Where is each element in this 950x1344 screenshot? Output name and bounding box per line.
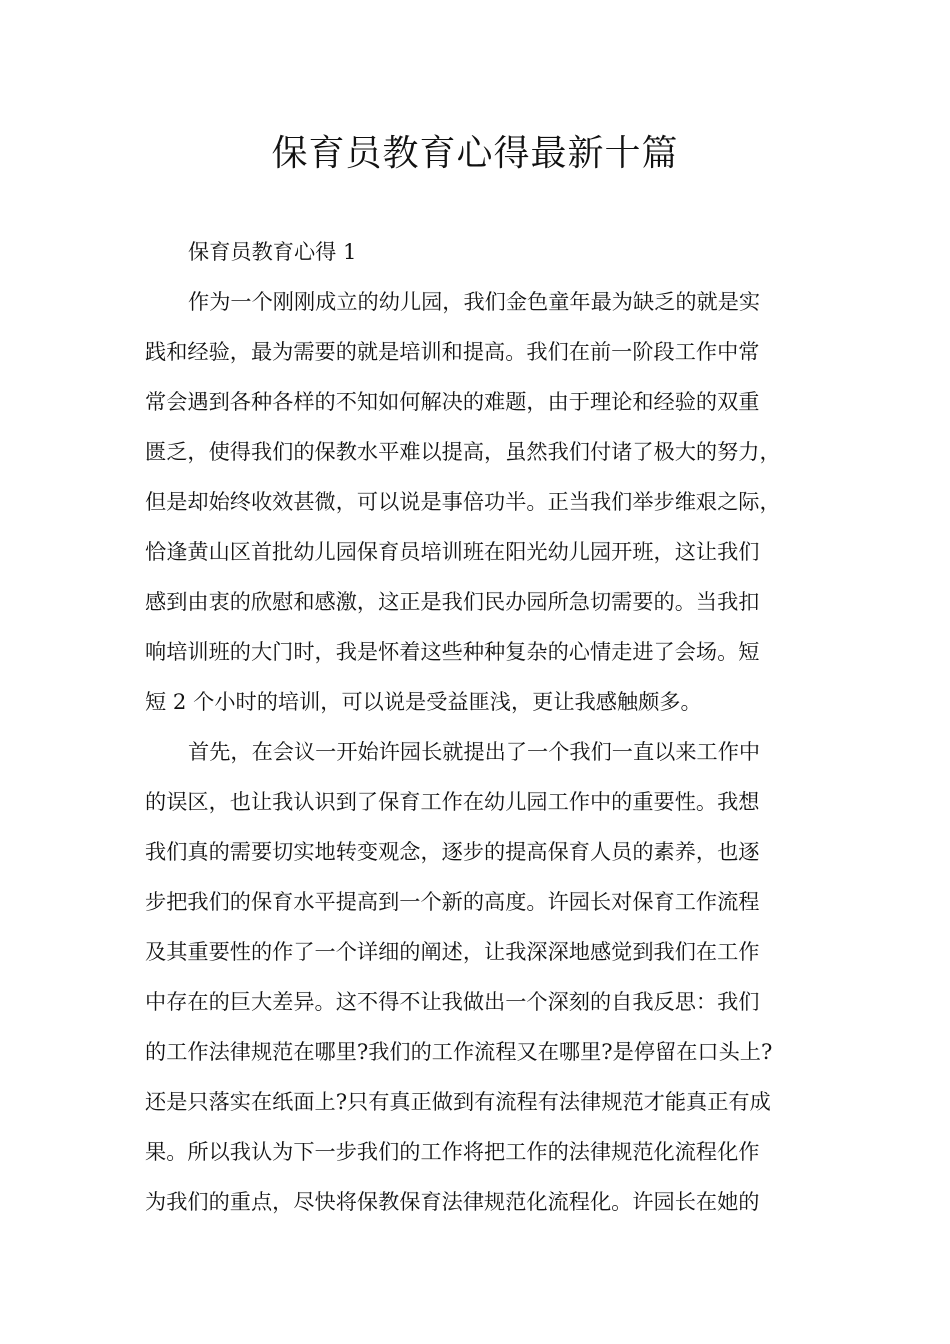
paragraph-line: 首先，在会议一开始许园长就提出了一个我们一直以来工作中 — [188, 739, 761, 764]
paragraph-line: 及其重要性的作了一个详细的阐述，让我深深地感觉到我们在工作 — [145, 939, 760, 964]
paragraph-line: 短 2 个小时的培训，可以说是受益匪浅，更让我感触颇多。 — [145, 689, 702, 714]
paragraph-line: 响培训班的大门时，我是怀着这些种种复杂的心情走进了会场。短 — [145, 639, 760, 664]
paragraph-line: 还是只落实在纸面上?只有真正做到有流程有法律规范才能真正有成 — [145, 1089, 771, 1114]
paragraph-line: 为我们的重点，尽快将保教保育法律规范化流程化。许园长在她的 — [145, 1189, 760, 1214]
paragraph-line: 常会遇到各种各样的不知如何解决的难题，由于理论和经验的双重 — [145, 389, 760, 414]
document-body — [145, 233, 825, 1222]
paragraph-line: 果。所以我认为下一步我们的工作将把工作的法律规范化流程化作 — [145, 1139, 760, 1164]
section-heading: 保育员教育心得 1 — [188, 239, 357, 264]
paragraph-line: 的工作法律规范在哪里?我们的工作流程又在哪里?是停留在口头上? — [145, 1039, 773, 1064]
paragraph-line: 匮乏，使得我们的保教水平难以提高，虽然我们付诸了极大的努力， — [145, 439, 781, 464]
paragraph-line: 恰逢黄山区首批幼儿园保育员培训班在阳光幼儿园开班，这让我们 — [145, 539, 760, 564]
paragraph-line: 感到由衷的欣慰和感激，这正是我们民办园所急切需要的。当我扣 — [145, 589, 760, 614]
paragraph-line: 作为一个刚刚成立的幼儿园，我们金色童年最为缺乏的就是实 — [188, 289, 761, 314]
paragraph-line: 的误区，也让我认识到了保育工作在幼儿园工作中的重要性。我想 — [145, 789, 760, 814]
paragraph-line: 中存在的巨大差异。这不得不让我做出一个深刻的自我反思：我们 — [145, 989, 760, 1014]
paragraph-line: 步把我们的保育水平提高到一个新的高度。许园长对保育工作流程 — [145, 889, 760, 914]
document-title: 保育员教育心得最新十篇 — [271, 133, 679, 174]
paragraph-line: 我们真的需要切实地转变观念，逐步的提高保育人员的素养，也逐 — [145, 839, 760, 864]
paragraph-line: 践和经验，最为需要的就是培训和提高。我们在前一阶段工作中常 — [145, 339, 760, 364]
paragraph-line: 但是却始终收效甚微，可以说是事倍功半。正当我们举步维艰之际， — [145, 489, 781, 514]
